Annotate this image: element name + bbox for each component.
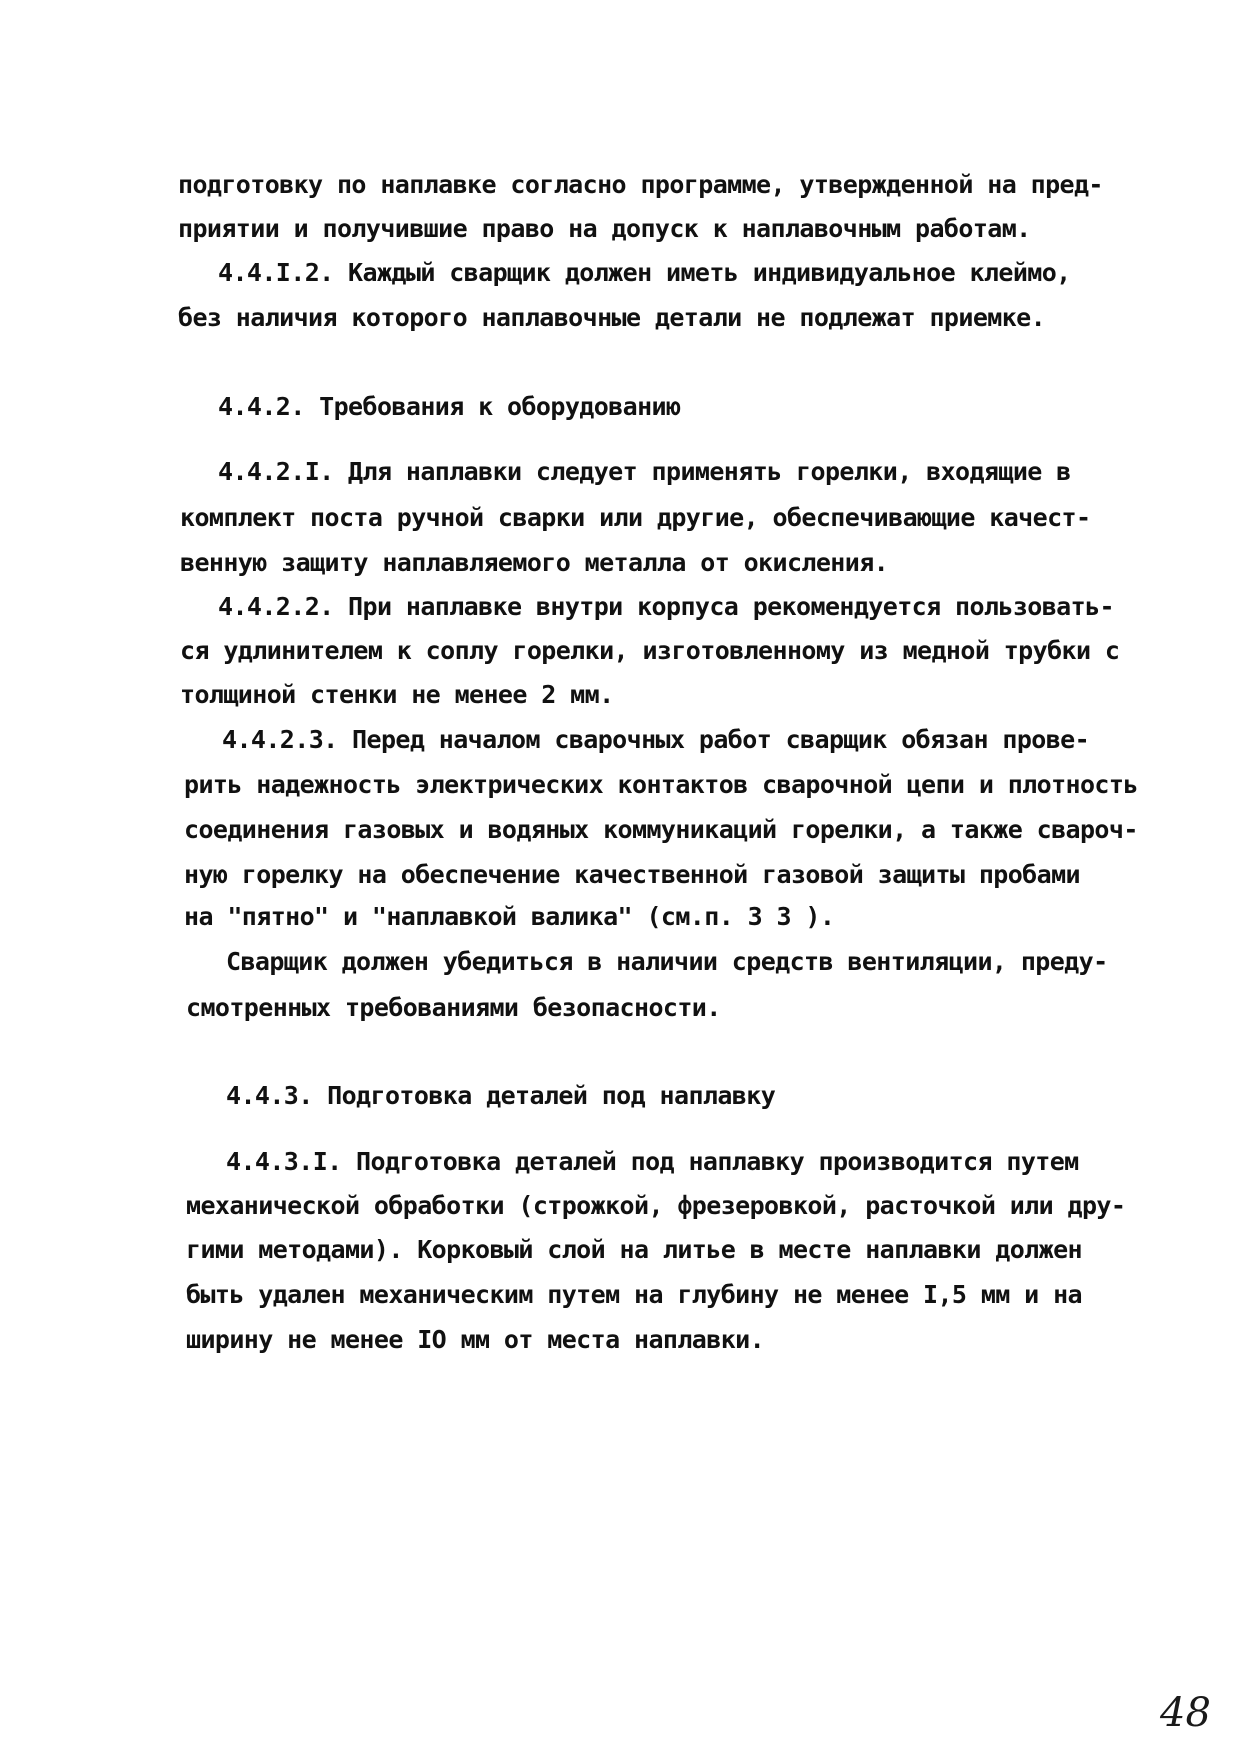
text-line: рить надежность электрических контактов сварочной цепи и плотность — [184, 770, 1138, 799]
paragraph-4-4-3-1: 4.4.3.I. Подготовка деталей под наплавку производится путем — [226, 1147, 1079, 1176]
text-line: быть удален механическим путем на глубину не менее I,5 мм и на — [186, 1280, 1082, 1309]
text-line: ся удлинителем к соплу горелки, изготовленному из медной трубки с — [180, 636, 1120, 665]
paragraph-4-4-2-3: 4.4.2.3. Перед началом сварочных работ сварщик обязан прове- — [222, 725, 1090, 754]
page-number: 48 — [1160, 1690, 1211, 1736]
text-line: без наличия которого наплавочные детали не подлежат приемке. — [178, 303, 1046, 332]
text-line: комплект поста ручной сварки или другие, обеспечивающие качест- — [180, 503, 1091, 532]
text-line: соединения газовых и водяных коммуникаций горелки, а также свароч- — [184, 815, 1138, 844]
paragraph-welder-ventilation: Сварщик должен убедиться в наличии средств вентиляции, преду- — [226, 947, 1108, 976]
text-line: приятии и получившие право на допуск к наплавочным работам. — [178, 214, 1031, 243]
text-line: подготовку по наплавке согласно программе, утвержденной на пред- — [178, 170, 1103, 199]
text-line: смотренных требованиями безопасности. — [186, 993, 721, 1022]
text-line: гими методами). Корковый слой на литье в месте наплавки должен — [186, 1235, 1082, 1264]
text-line: ширину не менее IO мм от места наплавки. — [186, 1325, 765, 1354]
text-line: на "пятно" и "наплавкой валика" (см.п. 3 3 ). — [184, 902, 835, 931]
text-line: венную защиту наплавляемого металла от окисления. — [180, 548, 889, 577]
section-heading-4-4-2: 4.4.2. Требования к оборудованию — [218, 392, 681, 421]
paragraph-4-4-2-1: 4.4.2.I. Для наплавки следует применять горелки, входящие в — [218, 457, 1071, 486]
paragraph-4-4-1-2: 4.4.I.2. Каждый сварщик должен иметь индивидуальное клеймо, — [218, 258, 1071, 287]
section-heading-4-4-3: 4.4.3. Подготовка деталей под наплавку — [226, 1081, 776, 1110]
text-line: толщиной стенки не менее 2 мм. — [180, 680, 614, 709]
paragraph-4-4-2-2: 4.4.2.2. При наплавке внутри корпуса рекомендуется пользовать- — [218, 592, 1114, 621]
text-line: ную горелку на обеспечение качественной газовой защиты пробами — [184, 860, 1080, 889]
text-line: механической обработки (строжкой, фрезеровкой, расточкой или дру- — [186, 1191, 1126, 1220]
